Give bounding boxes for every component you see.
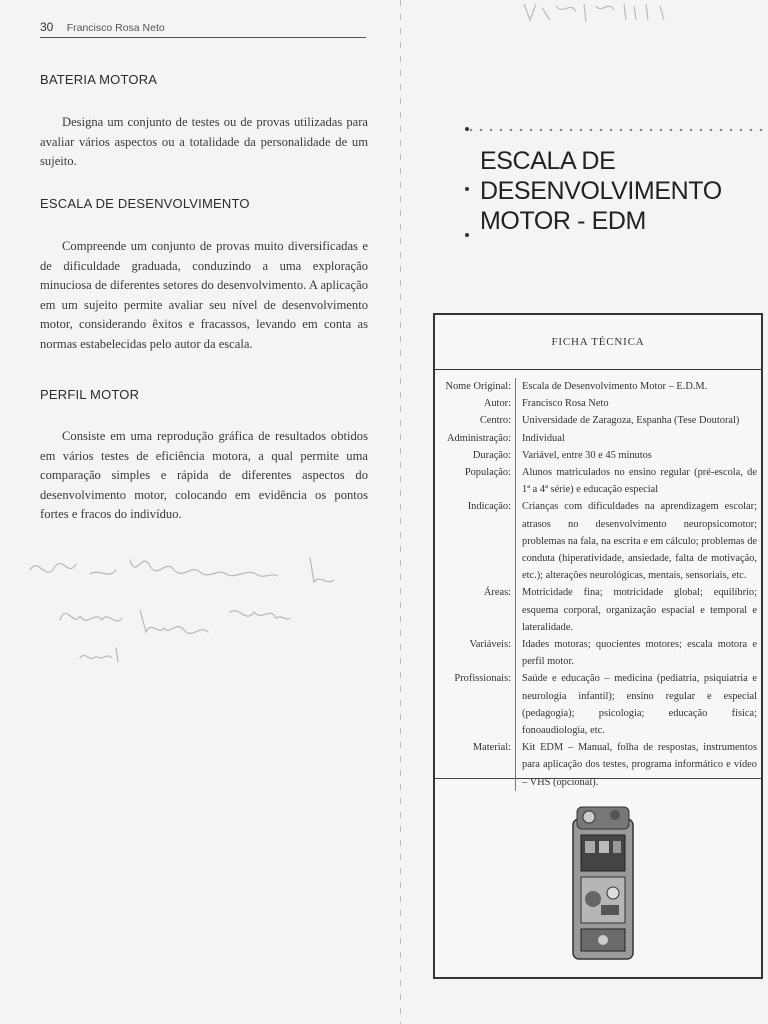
ficha-label: Material: <box>435 739 516 791</box>
ficha-row <box>435 395 761 412</box>
ficha-value: Idades motoras; quocientes motores; escala motora e perfil motor. <box>522 639 757 668</box>
ficha-row <box>435 584 761 636</box>
ficha-label: Variáveis: <box>435 636 516 670</box>
chapter-title-line2: MOTOR - EDM <box>480 207 646 235</box>
running-head-author: Francisco Rosa Neto <box>66 22 165 34</box>
ficha-value: Kit EDM – Manual, folha de respostas, instrumentos para aplicação dos testes, programa informático e vídeo – VHS (opcional). <box>522 742 757 788</box>
section-title-bateria-motora: BATERIA MOTORA <box>40 72 158 87</box>
ficha-label: Profissionais: <box>435 670 516 739</box>
ficha-row <box>435 412 761 429</box>
edm-kit-photo <box>435 779 761 984</box>
ficha-value: Universidade de Zaragoza, Espanha (Tese Doutoral) <box>522 415 740 427</box>
ficha-tecnica-table <box>435 370 761 788</box>
ficha-row <box>435 636 761 670</box>
ficha-value: Crianças com dificuldades na aprendizagem escolar; atrasos no desenvolvimento neuropsicomotor; problemas na fala, na escrita e em cálculo; problemas de conduta (hiperatividade, ansiedade, falta de motivação, etc.); alterações neurológicas, mentais, sensoriais, etc. <box>522 501 757 582</box>
ficha-value: Escala de Desenvolvimento Motor – E.D.M. <box>522 381 708 392</box>
ficha-row <box>435 464 761 498</box>
ficha-row <box>435 430 761 447</box>
bullet-mark <box>465 187 469 191</box>
ficha-row <box>435 447 761 464</box>
handwritten-scribble <box>20 540 370 670</box>
ficha-value: Motricidade fina; motricidade global; equilíbrio; esquema corporal, organização espacial e temporal e lateralidade. <box>522 587 757 633</box>
running-head <box>40 20 366 38</box>
ficha-label: População: <box>435 464 516 498</box>
ficha-label: Nome Original: <box>435 378 516 395</box>
section-title-perfil-motor: PERFIL MOTOR <box>40 387 140 402</box>
section-text-bateria-motora: Designa um conjunto de testes ou de provas utilizadas para avaliar vários aspectos ou a totalidade da personalidade de um sujeito. <box>40 115 368 168</box>
ficha-row <box>435 498 761 584</box>
ficha-tecnica-heading: FICHA TÉCNICA <box>435 315 761 370</box>
ficha-value: Individual <box>522 432 565 444</box>
ficha-row <box>435 670 761 739</box>
section-text-perfil-motor: Consiste em uma reprodução gráfica de resultados obtidos em vários testes de eficiência motora, a qual permite uma comparação simples e rápida de diferentes aspectos do desenvolvimento motor, colocando em evidência os pontos fortes e fracos do indivíduo. <box>40 429 368 521</box>
ficha-label: Centro: <box>435 412 516 429</box>
section-title-escala: ESCALA DE DESENVOLVIMENTO <box>40 196 250 211</box>
chapter-title <box>480 146 768 236</box>
ficha-value: Francisco Rosa Neto <box>522 398 609 410</box>
section-text-escala: Compreende um conjunto de provas muito diversificadas e de dificuldade graduada, conduzindo a uma exploração minuciosa de diferentes setores do desenvolvimento. A aplicação em um sujeito permite avaliar seu nível de desenvolvimento motor, considerando êxitos e fracassos, levando em conta as normas estabelecidas pelo autor da escala. <box>40 239 368 351</box>
chapter-title-line1: ESCALA DE DESENVOLVIMENTO <box>480 147 722 205</box>
ficha-label: Autor: <box>435 395 516 412</box>
ficha-label: Áreas: <box>435 584 516 636</box>
ficha-tecnica-box <box>433 313 763 979</box>
bullet-mark <box>465 127 469 131</box>
edm-kit-case-image <box>571 801 635 961</box>
ficha-value: Variável, entre 30 e 45 minutos <box>522 449 652 461</box>
ficha-label: Administração: <box>435 430 516 447</box>
bullet-mark <box>465 233 469 237</box>
ficha-label: Indicação: <box>435 498 516 584</box>
dotted-rule <box>466 128 766 132</box>
top-handwriting-scrawl <box>520 0 680 28</box>
page-number: 30 <box>40 20 54 34</box>
ficha-value: Saúde e educação – medicina (pediatria, psiquiatria e neurologia infantil); ensino regular e especial (pedagogia); psicologia; educação física; fonoaudiologia, etc. <box>522 673 757 737</box>
ficha-value: Alunos matriculados no ensino regular (pré-escola, de 1ª a 4ª série) e educação especial <box>522 467 757 496</box>
ficha-label: Duração: <box>435 447 516 464</box>
page-gutter <box>400 0 401 1024</box>
ficha-row <box>435 378 761 395</box>
